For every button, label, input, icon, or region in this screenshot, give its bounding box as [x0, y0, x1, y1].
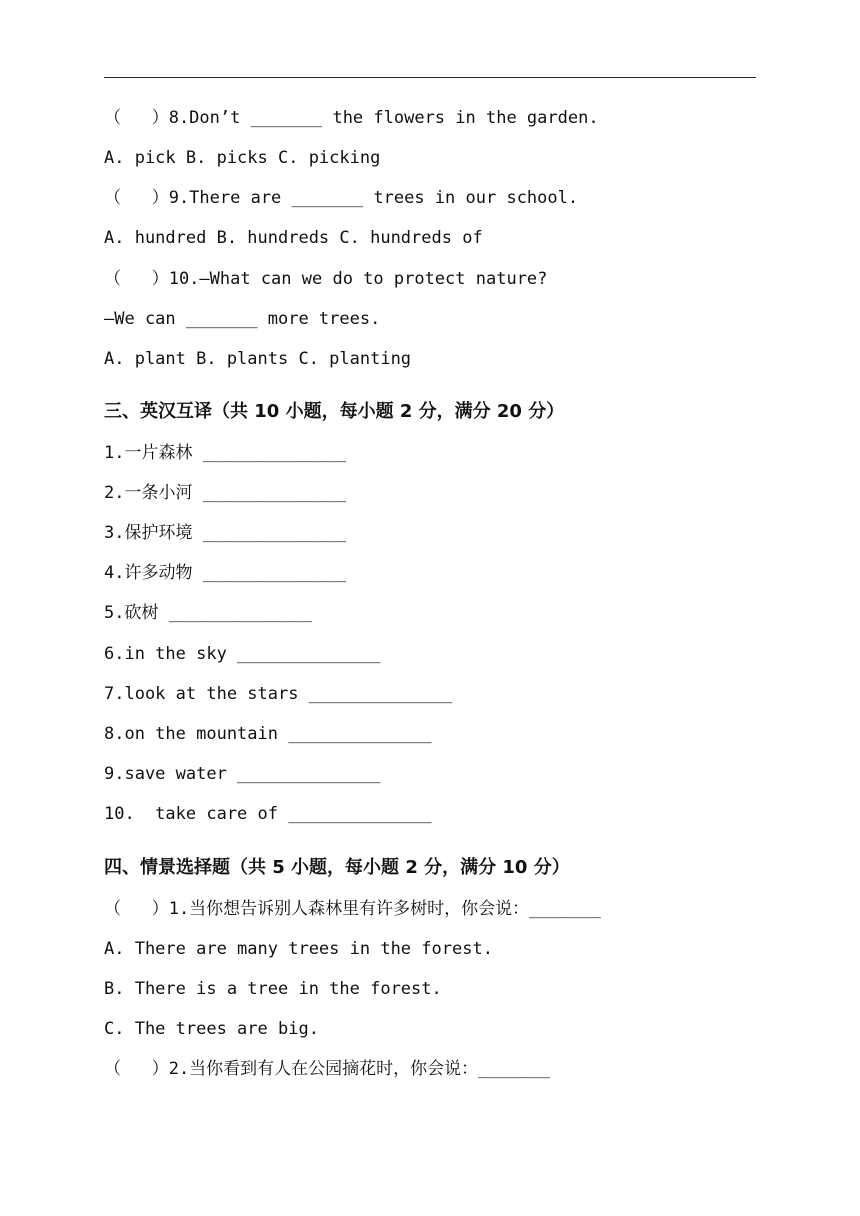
translation-item: 4.许多动物 ______________ — [104, 563, 346, 583]
question-10-dialogue: —We can _______ more trees. — [104, 309, 381, 329]
situation-question-1: （ ）1.当你想告诉别人森林里有许多树时，你会说：_______ — [104, 899, 601, 919]
translation-item: 1.一片森林 ______________ — [104, 443, 346, 463]
header-rule — [104, 77, 756, 78]
section-4-heading: 四、情景选择题（共 5 小题，每小题 2 分，满分 10 分） — [104, 857, 570, 878]
question-10: （ ）10.—What can we do to protect nature? — [104, 269, 548, 289]
situation-option-a: A. There are many trees in the forest. — [104, 939, 493, 959]
situation-option-c: C. The trees are big. — [104, 1019, 319, 1039]
translation-item: 8.on the mountain ______________ — [104, 724, 432, 744]
translation-item: 5.砍树 ______________ — [104, 603, 312, 623]
translation-item: 10. take care of ______________ — [104, 804, 432, 824]
question-10-options: A. plant B. plants C. planting — [104, 349, 412, 369]
section-3-heading: 三、英汉互译（共 10 小题，每小题 2 分，满分 20 分） — [104, 401, 565, 422]
translation-item: 3.保护环境 ______________ — [104, 523, 346, 543]
situation-question-2: （ ）2.当你看到有人在公园摘花时，你会说：_______ — [104, 1059, 550, 1079]
situation-option-b: B. There is a tree in the forest. — [104, 979, 442, 999]
question-9-options: A. hundred B. hundreds C. hundreds of — [104, 228, 483, 248]
translation-item: 7.look at the stars ______________ — [104, 684, 452, 704]
translation-item: 6.in the sky ______________ — [104, 644, 381, 664]
question-8-options: A. pick B. picks C. picking — [104, 148, 381, 168]
question-9: （ ）9.There are _______ trees in our school. — [104, 188, 579, 208]
translation-item: 9.save water ______________ — [104, 764, 381, 784]
question-8: （ ）8.Don’t _______ the flowers in the garden. — [104, 108, 599, 128]
translation-item: 2.一条小河 ______________ — [104, 483, 346, 503]
